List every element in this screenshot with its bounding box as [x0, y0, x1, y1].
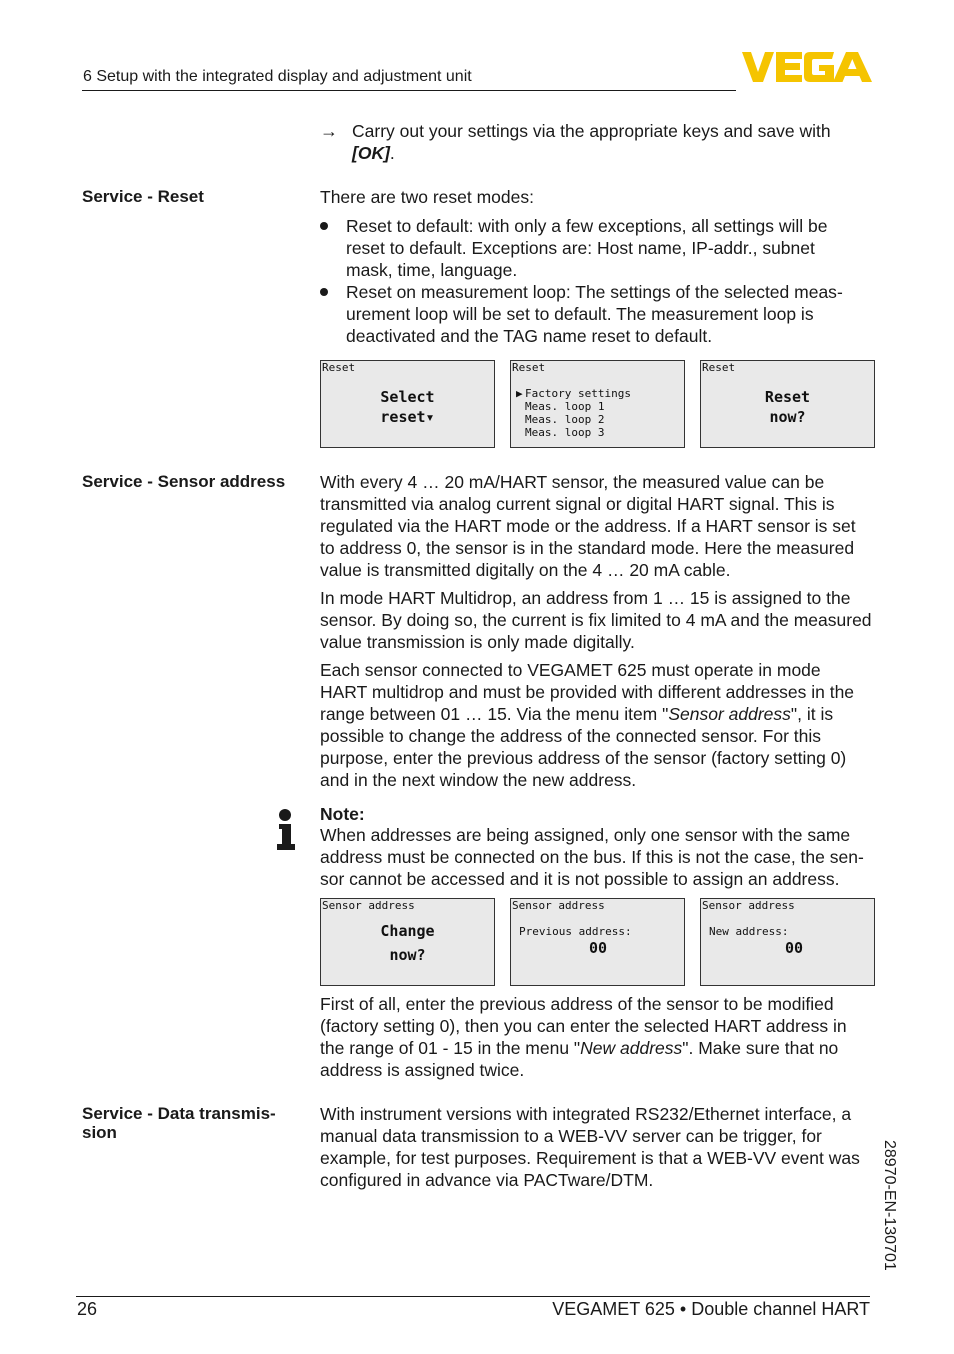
lcd-screen-reset-select — [320, 360, 495, 448]
lcd-line: reset▾ — [380, 408, 435, 426]
para4-text-a: First of all, enter the previous address of the sensor to be modified (factory setting 0), then you can enter the selected HART address in the range of 01 - 15 in the menu " — [320, 994, 847, 1058]
vega-logo — [742, 52, 872, 82]
lcd-screen-new-address — [700, 898, 875, 986]
lcd-field-label: New address: — [709, 925, 789, 938]
document-code: 28970-EN-130701 — [881, 1140, 898, 1271]
lcd-title: Sensor address — [512, 899, 605, 912]
lcd-line: Change — [380, 922, 435, 940]
menu-item-new-address: New address — [580, 1038, 683, 1058]
sensor-para-1: With every 4 … 20 mA/HART sensor, the measured value can be transmitted via analog current signal or digital HART signal. This is regulated via the HART mode or the address. If a HART sensor is set to address 0, the sensor is in the standard mode. Here the measured value is transmitted digitally on the 4 … 20 mA cable. — [320, 472, 856, 580]
lcd-title: Sensor address — [702, 899, 795, 912]
sensor-para-2: In mode HART Multidrop, an address from 1 … 15 is assigned to the sensor. By doing so, the current is fix limited to 4 mA and the measured value transmission is only made digitally. — [320, 588, 872, 652]
lcd-address-value: 00 — [589, 939, 608, 957]
lcd-screen-previous-address — [510, 898, 685, 986]
lcd-field-label: Previous address: — [519, 925, 632, 938]
label-service-data-transmission: Service - Data transmission — [82, 1104, 276, 1142]
menu-item-sensor-address: Sensor address — [668, 704, 791, 724]
bullet-icon — [320, 288, 328, 296]
lcd-line: now? — [769, 408, 806, 426]
lcd-title: Reset — [322, 361, 356, 374]
lcd-menu-item: Meas. loop 2 — [525, 413, 605, 426]
list-item — [320, 215, 858, 281]
bullet-icon — [320, 222, 328, 230]
ok-key: [OK] — [352, 143, 390, 163]
lcd-title: Reset — [512, 361, 546, 374]
arrow-icon: → — [320, 121, 338, 141]
lcd-line: now? — [389, 946, 426, 964]
footer-title: VEGAMET 625 • Double channel HART — [552, 1299, 870, 1319]
sensor-para-4 — [320, 993, 872, 1081]
lcd-line: Select — [380, 388, 435, 406]
data-transmission-text: With instrument versions with integrated RS232/Ethernet interface, a manual data transmission to a WEB-VV server can be trigger, for example, for test purposes. Requirement is that a WEB-VV event was configured in advance via PACTware/DTM. — [320, 1104, 860, 1190]
para3-text-b: ", it is possible to change the address of the connected sensor. For this purpose, enter the previous address of the sensor (factory setting 0) and in the next window the new address. — [320, 704, 847, 790]
intro-end: . — [389, 143, 395, 163]
lcd-address-value: 00 — [785, 939, 804, 957]
note-text: When addresses are being assigned, only one sensor with the same address must be connected on the bus. If this is not the case, the sensor cannot be accessed and it is not possible to assign an address. — [320, 825, 864, 889]
para3-text-a: Each sensor connected to VEGAMET 625 must operate in mode HART multidrop and must be provided with different addresses in the range between 01 … 15. Via the menu item " — [320, 660, 855, 724]
intro-instruction — [352, 120, 872, 164]
para4-text-b: ". Make sure that no address is assigned twice. — [320, 1038, 839, 1080]
note-title: Note: — [320, 804, 365, 824]
label-service-sensor-address: Service - Sensor address — [82, 472, 286, 491]
lcd-screen-change-address — [320, 898, 495, 986]
lcd-line: Reset — [764, 388, 811, 406]
sensor-para-3 — [320, 659, 872, 791]
reset-bullet-list — [320, 215, 858, 347]
lcd-menu-item: Meas. loop 3 — [525, 426, 605, 439]
bullet-text: Reset to default: with only a few exceptions, all settings will be reset to default. Exceptions are: Host name, IP-addr., subnet mask, time, language. — [346, 216, 828, 280]
lcd-screen-reset-menu — [510, 360, 685, 448]
header-rule — [82, 90, 736, 91]
lcd-title: Sensor address — [322, 899, 415, 912]
page-number: 26 — [77, 1299, 98, 1319]
info-icon — [276, 808, 296, 852]
lcd-selected-item: Factory settings — [525, 387, 631, 400]
footer-rule — [76, 1296, 870, 1297]
bullet-text: Reset on measurement loop: The settings of the selected measurement loop will be set to default. The measurement loop is deactivated and the TAG name reset to default. — [346, 282, 843, 346]
lcd-screen-reset-now — [700, 360, 875, 448]
lcd-menu-item: Meas. loop 1 — [525, 400, 605, 413]
list-item — [320, 281, 858, 347]
label-service-reset: Service - Reset — [82, 187, 204, 206]
lcd-selection-arrow-icon: ▶ — [516, 387, 523, 400]
intro-text: Carry out your settings via the appropriate keys and save with — [352, 121, 831, 141]
lcd-title: Reset — [702, 361, 736, 374]
reset-intro: There are two reset modes: — [320, 187, 534, 207]
running-header: 6 Setup with the integrated display and adjustment unit — [83, 68, 472, 85]
